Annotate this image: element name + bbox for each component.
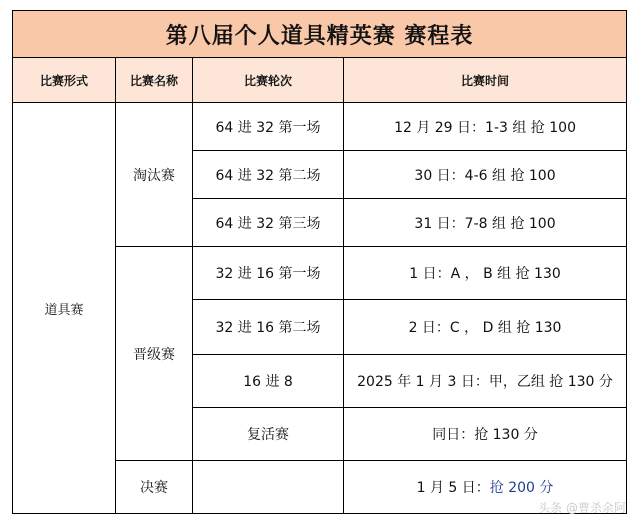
schedule-table: [12, 10, 627, 514]
page-title: 第八届个人道具精英赛 赛程表: [13, 11, 627, 58]
time-cell: 31 日：7-8 组 抢 100: [344, 199, 627, 247]
time-cell: 2025 年 1 月 3 日：甲，乙组 抢 130 分: [344, 355, 627, 408]
header-round: 比赛轮次: [193, 58, 344, 103]
watermark: 头条 @曹杀余阿: [538, 501, 626, 515]
round-cell: 32 进 16 第一场: [193, 247, 344, 300]
header-format: 比赛形式: [13, 58, 116, 103]
header-name: 比赛名称: [116, 58, 193, 103]
stage-final: 决赛: [116, 461, 193, 514]
table-row: [13, 103, 627, 151]
final-date: 1 月 5 日：: [416, 480, 490, 496]
stage-knockout: 淘汰赛: [116, 103, 193, 247]
time-cell: 1 日：A ， B 组 抢 130: [344, 247, 627, 300]
round-cell: 64 进 32 第三场: [193, 199, 344, 247]
round-cell: 复活赛: [193, 408, 344, 461]
round-cell: 64 进 32 第二场: [193, 151, 344, 199]
time-cell: 12 月 29 日：1-3 组 抢 100: [344, 103, 627, 151]
format-cell: 道具赛: [13, 103, 116, 514]
round-cell: 16 进 8: [193, 355, 344, 408]
time-cell: 同日：抢 130 分: [344, 408, 627, 461]
round-cell: 64 进 32 第一场: [193, 103, 344, 151]
stage-promotion: 晋级赛: [116, 247, 193, 461]
final-prize: 抢 200 分: [489, 480, 554, 496]
header-time: 比赛时间: [344, 58, 627, 103]
round-cell: [193, 461, 344, 514]
round-cell: 32 进 16 第二场: [193, 300, 344, 355]
time-cell: 30 日：4-6 组 抢 100: [344, 151, 627, 199]
time-cell: 2 日：C ， D 组 抢 130: [344, 300, 627, 355]
